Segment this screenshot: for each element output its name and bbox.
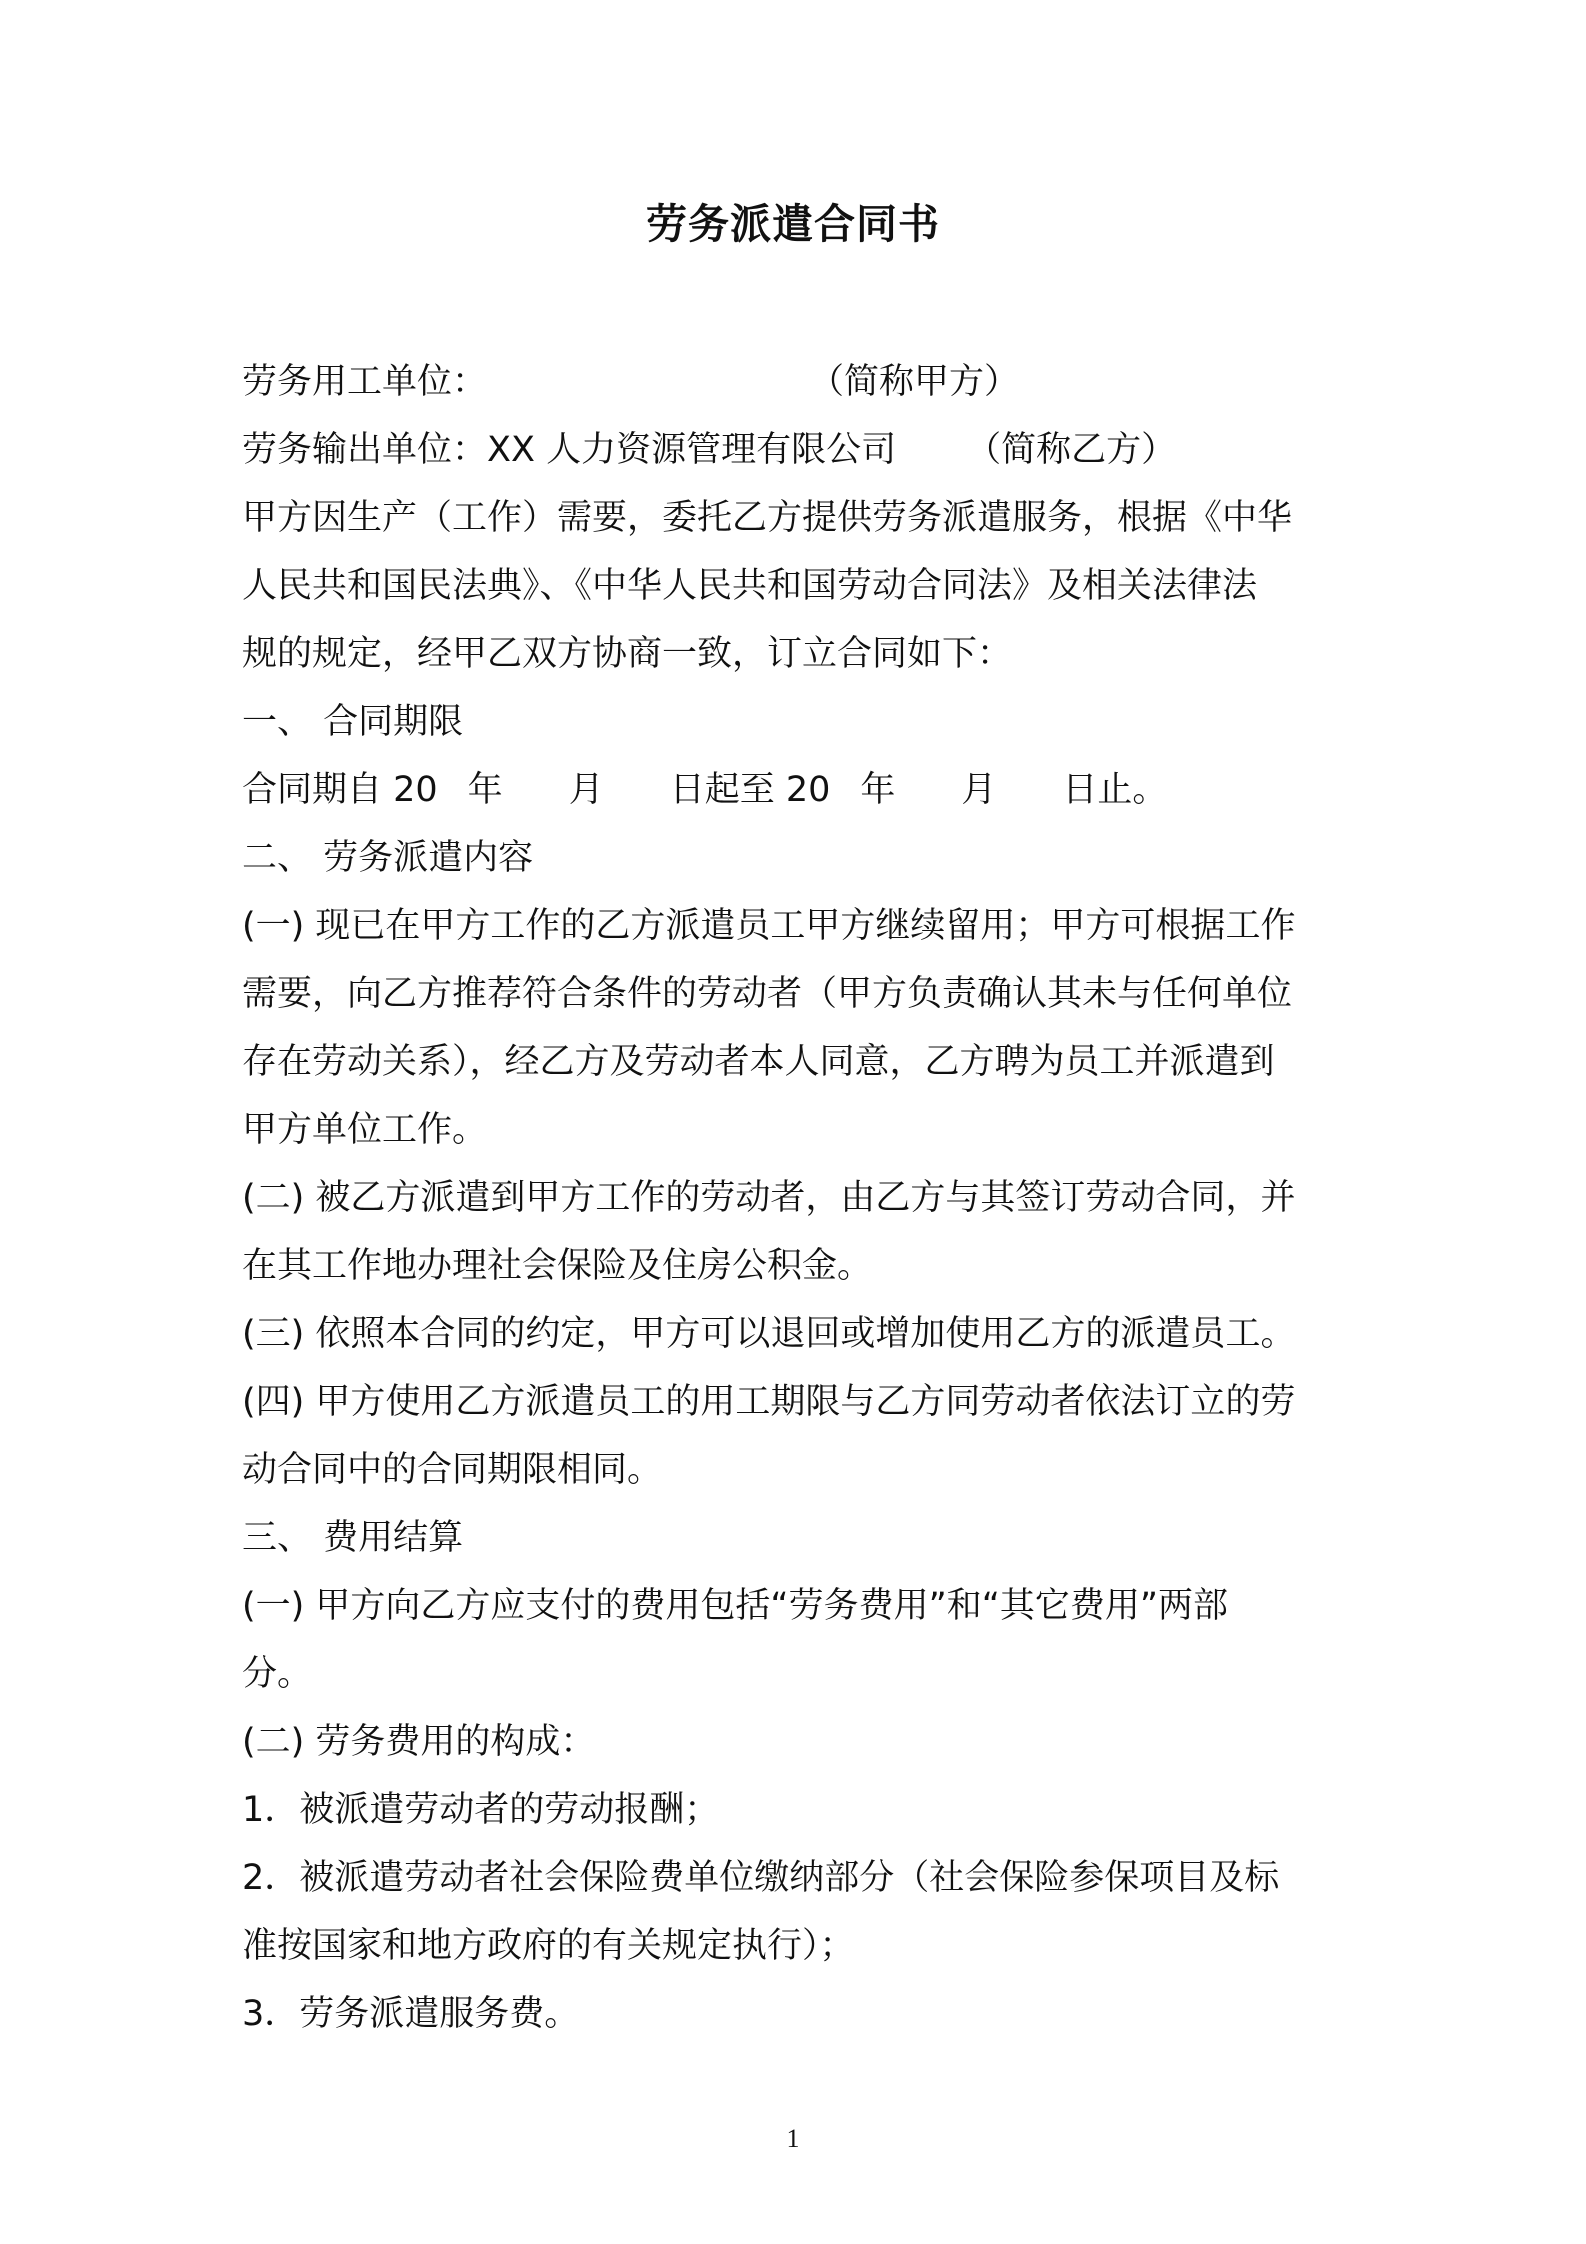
section-2-item-1-line: 需要，向乙方推荐符合条件的劳动者（甲方负责确认其未与任何单位 (242, 974, 1293, 1014)
term-day-2: 日止。 (1062, 770, 1168, 810)
party-b-short: （简称乙方） (966, 430, 1177, 470)
page-number: 1 (786, 2124, 800, 2153)
preamble-line: 甲方因生产（工作）需要，委托乙方提供劳务派遣服务，根据《中华 (242, 498, 1293, 538)
section-2-item-4-line: (四) 甲方使用乙方派遣员工的用工期限与乙方同劳动者依法订立的劳 (242, 1382, 1296, 1422)
section-3-sub-2-line: 准按国家和地方政府的有关规定执行）； (242, 1926, 855, 1966)
term-day-1: 日起至 20 (669, 770, 831, 810)
document-title: 劳务派遣合同书 (646, 200, 940, 248)
party-b-label: 劳务输出单位： (242, 430, 488, 470)
section-3-sub-2-line: 2．被派遣劳动者社会保险费单位缴纳部分（社会保险参保项目及标 (242, 1858, 1280, 1898)
term-year-1: 年 (467, 770, 503, 810)
party-a-short: （简称甲方） (809, 362, 1020, 402)
document-body (242, 348, 1370, 2048)
party-a-label: 劳务用工单位： (242, 362, 488, 402)
section-3-heading: 三、 费用结算 (242, 1518, 464, 1558)
section-3-item-2-line: (二) 劳务费用的构成： (242, 1722, 596, 1762)
contract-term-line (242, 756, 1370, 824)
section-3-item-1-line: 分。 (242, 1654, 313, 1694)
section-2-item-2-line: 在其工作地办理社会保险及住房公积金。 (242, 1246, 873, 1286)
section-2-item-1-line: 甲方单位工作。 (242, 1110, 488, 1150)
section-2-item-4-line: 动合同中的合同期限相同。 (242, 1450, 663, 1490)
term-month-2: 月 (961, 770, 997, 810)
section-2-item-1-line: 存在劳动关系），经乙方及劳动者本人同意，乙方聘为员工并派遣到 (242, 1042, 1275, 1082)
section-2-item-1-line: (一) 现已在甲方工作的乙方派遣员工甲方继续留用；甲方可根据工作 (242, 906, 1296, 946)
section-1-heading: 一、 合同期限 (242, 702, 464, 742)
party-b-line (242, 416, 1370, 484)
term-start: 合同期自 20 (242, 770, 438, 810)
term-month-1: 月 (568, 770, 604, 810)
section-2-item-3-line: (三) 依照本合同的约定，甲方可以退回或增加使用乙方的派遣员工。 (242, 1314, 1296, 1354)
section-2-item-2-line: (二) 被乙方派遣到甲方工作的劳动者，由乙方与其签订劳动合同，并 (242, 1178, 1296, 1218)
section-2-heading: 二、 劳务派遣内容 (242, 838, 534, 878)
section-3-sub-3-line: 3．劳务派遣服务费。 (242, 1994, 580, 2034)
preamble-line: 规的规定，经甲乙双方协商一致，订立合同如下： (242, 634, 1013, 674)
party-b-name: XX 人力资源管理有限公司 (487, 430, 897, 470)
section-3-sub-1-line: 1．被派遣劳动者的劳动报酬； (242, 1790, 720, 1830)
party-a-line (242, 348, 1370, 416)
preamble-line: 人民共和国民法典》、《中华人民共和国劳动合同法》及相关法律法 (242, 566, 1258, 606)
section-3-item-1-line: (一) 甲方向乙方应支付的费用包括“劳务费用”和“其它费用”两部 (242, 1586, 1228, 1626)
term-year-2: 年 (860, 770, 896, 810)
